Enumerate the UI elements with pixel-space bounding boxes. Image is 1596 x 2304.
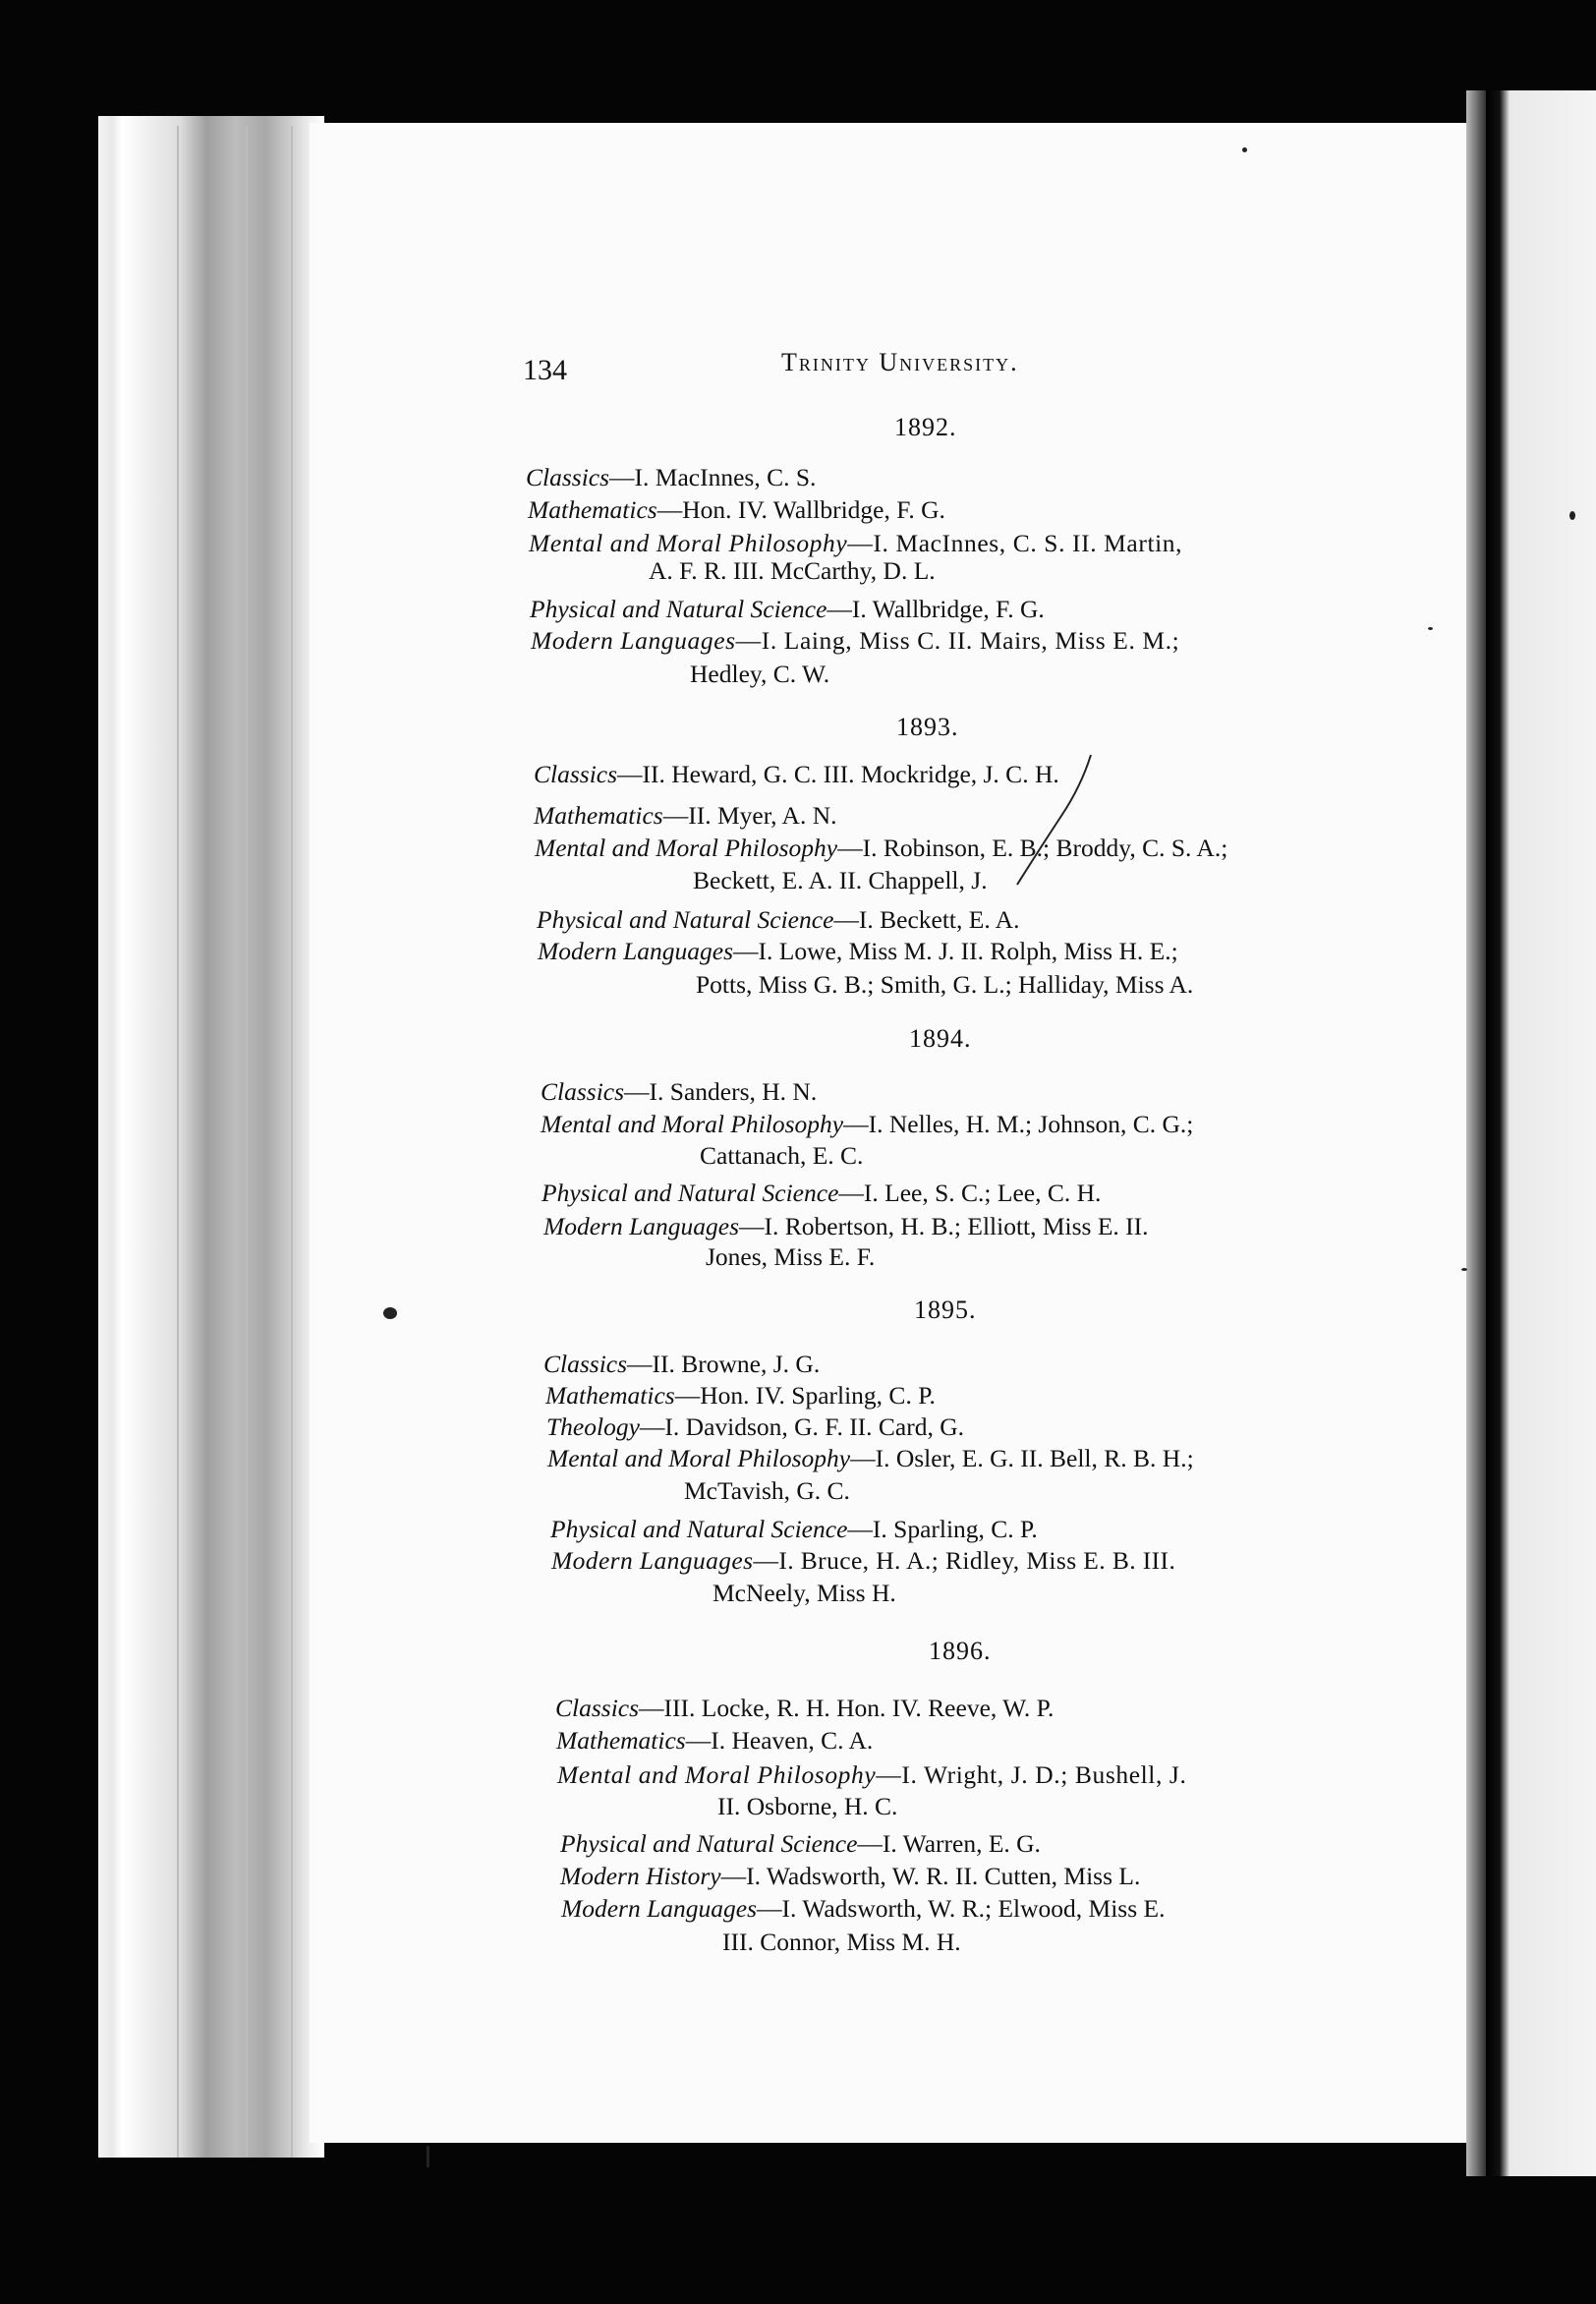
year-heading: 1893. [896,713,959,741]
entry-continuation: Potts, Miss G. B.; Smith, G. L.; Halliday, Miss A. [696,970,1194,999]
honours-entry: Physical and Natural Science—I. Warren, E. G. [560,1829,1041,1858]
honours-entry: Classics—II. Browne, J. G. [543,1350,821,1378]
year-heading: 1896. [929,1637,992,1665]
honours-entry: Physical and Natural Science—I. Sparling, C. P. [550,1515,1038,1543]
honours-entry: Mental and Moral Philosophy—I. Osler, E. G. II. Bell, R. B. H.; [547,1444,1194,1472]
honours-entry: Classics—I. Sanders, H. N. [541,1077,818,1106]
entry-continuation: III. Connor, Miss M. H. [722,1928,961,1956]
entry-continuation: McTavish, G. C. [684,1476,850,1505]
entry-continuation: Beckett, E. A. II. Chappell, J. [693,866,988,894]
entry-continuation: McNeely, Miss H. [712,1579,896,1607]
entry-continuation: II. Osborne, H. C. [717,1792,898,1820]
year-heading: 1894. [909,1024,972,1053]
honours-entry: Modern Languages—I. Lowe, Miss M. J. II. Rolph, Miss H. E.; [538,937,1178,965]
year-heading: 1892. [894,413,957,441]
honours-entry: Mental and Moral Philosophy—I. Wright, J. D.; Bushell, J. [557,1760,1187,1789]
honours-entry: Modern Languages—I. Wadsworth, W. R.; Elwood, Miss E. [561,1894,1166,1923]
entry-continuation: Cattanach, E. C. [700,1141,864,1170]
honours-entry: Mathematics—Hon. IV. Sparling, C. P. [545,1381,936,1410]
honours-entry: Classics—III. Locke, R. H. Hon. IV. Reeve, W. P. [555,1694,1054,1722]
speck [383,1307,397,1319]
running-title: Trinity University. [781,348,1019,376]
honours-entry: Classics—II. Heward, G. C. III. Mockridge, J. C. H. [534,760,1059,788]
honours-entry: Modern Languages—I. Robertson, H. B.; Elliott, Miss E. II. [543,1212,1149,1240]
entry-continuation: A. F. R. III. McCarthy, D. L. [649,556,936,585]
honours-entry: Classics—I. MacInnes, C. S. [526,463,817,491]
honours-entry: Modern Languages—I. Laing, Miss C. II. Mairs, Miss E. M.; [531,626,1180,655]
page-number: 134 [523,354,567,386]
honours-entry: Mathematics—I. Heaven, C. A. [556,1726,874,1755]
speck [1569,511,1575,520]
speck [427,2146,429,2167]
honours-entry: Theology—I. Davidson, G. F. II. Card, G. [546,1412,965,1441]
honours-entry: Mental and Moral Philosophy—I. Robinson, E. B.; Broddy, C. S. A.; [535,834,1228,862]
speck [1428,627,1433,630]
honours-entry: Physical and Natural Science—I. Lee, S. C.; Lee, C. H. [542,1179,1102,1207]
entry-continuation: Jones, Miss E. F. [706,1242,876,1271]
honours-entry: Modern History—I. Wadsworth, W. R. II. Cutten, Miss L. [560,1862,1141,1890]
year-heading: 1895. [914,1296,977,1324]
honours-entry: Mental and Moral Philosophy—I. Nelles, H. M.; Johnson, C. G.; [541,1110,1194,1138]
honours-entry: Mathematics—Hon. IV. Wallbridge, F. G. [528,495,945,524]
entry-continuation: Hedley, C. W. [690,660,830,688]
honours-entry: Mathematics—II. Myer, A. N. [534,801,837,830]
honours-entry: Mental and Moral Philosophy—I. MacInnes, C. S. II. Martin, [529,529,1183,557]
speck [1461,1268,1467,1271]
honours-entry: Modern Languages—I. Bruce, H. A.; Ridley, Miss E. B. III. [551,1546,1176,1575]
honours-entry: Physical and Natural Science—I. Beckett, E. A. [537,905,1020,934]
speck [1242,147,1247,152]
honours-entry: Physical and Natural Science—I. Wallbridge, F. G. [530,595,1045,623]
